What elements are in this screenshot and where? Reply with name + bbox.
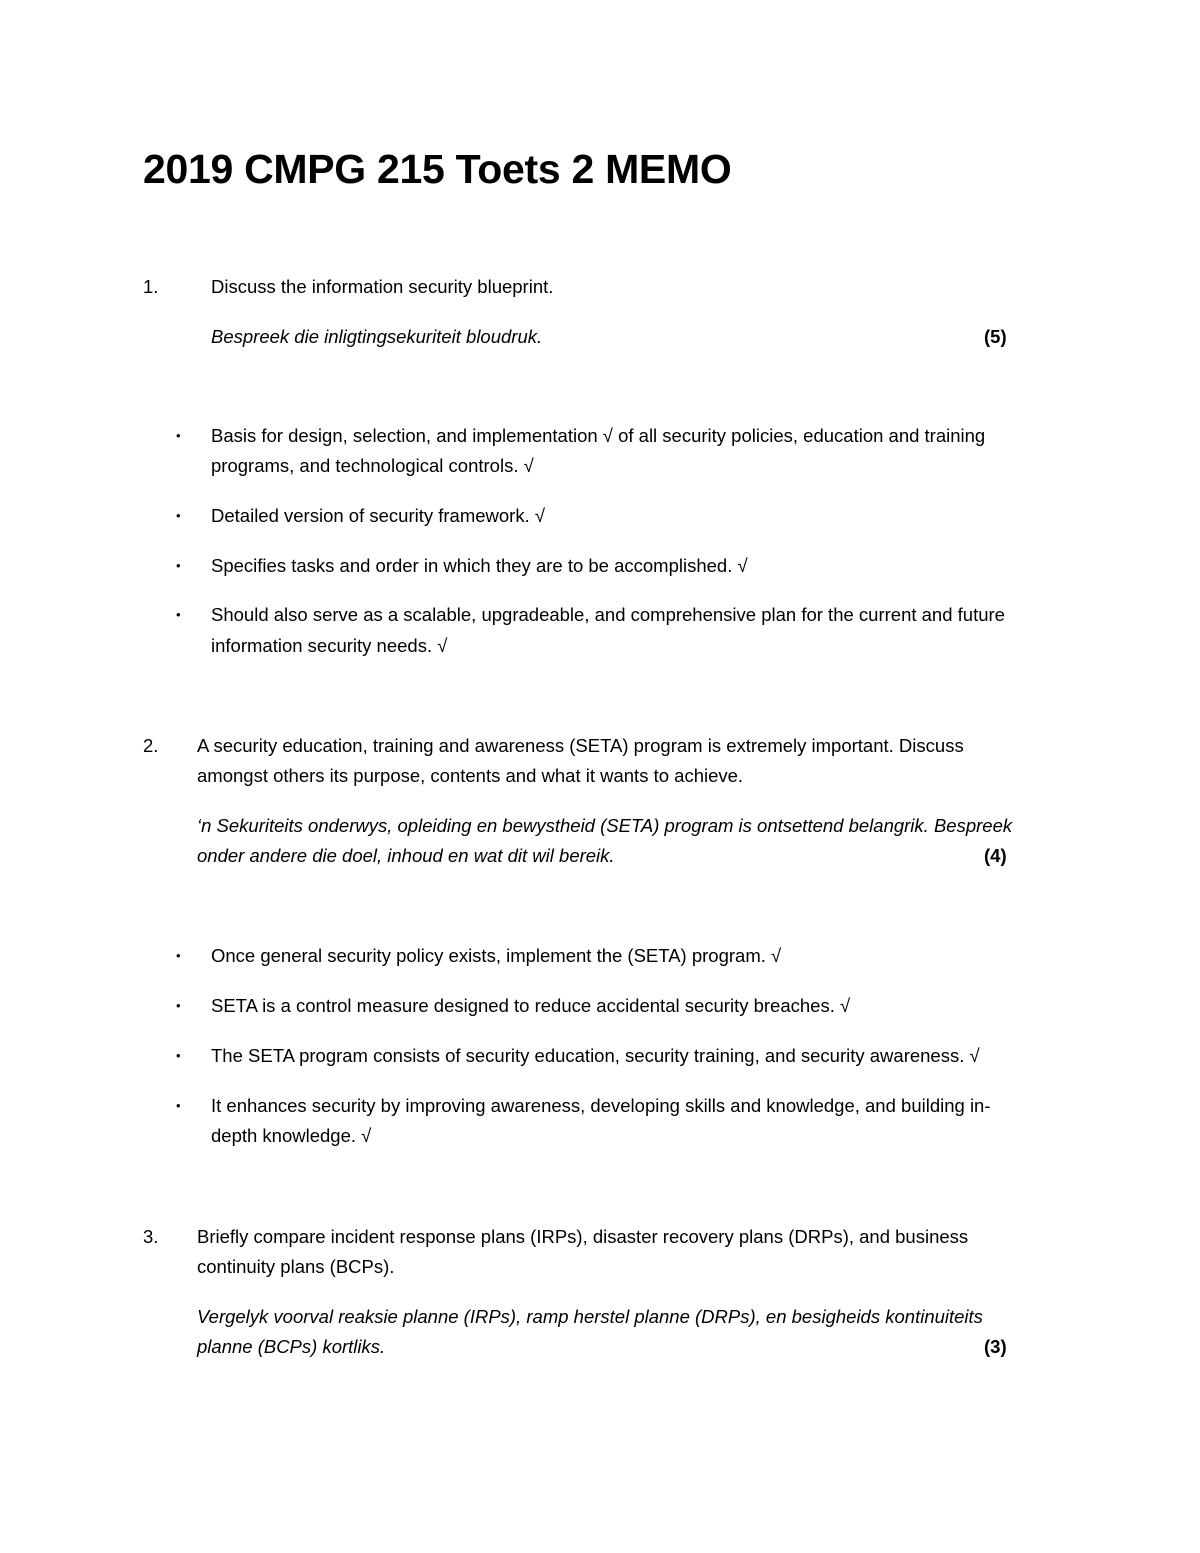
- question-3-number: 3.: [143, 1226, 159, 1247]
- q2-answer-2: SETA is a control measure designed to reduce accidental security breaches. √: [211, 995, 851, 1016]
- q2-answer-1: Once general security policy exists, implement the (SETA) program. √: [211, 945, 782, 966]
- q2-answer-4-line-1: It enhances security by improving awareness, developing skills and knowledge, and building in-: [211, 1095, 991, 1116]
- question-1-number: 1.: [143, 276, 159, 297]
- question-1-afrikaans: Bespreek die inligtingsekuriteit bloudruk.: [211, 326, 543, 347]
- question-1-marks: (5): [984, 326, 1007, 347]
- q2-answer-3: The SETA program consists of security education, security training, and security awareness. √: [211, 1045, 980, 1066]
- bullet-icon: •: [176, 998, 181, 1013]
- q1-answer-1-line-2: programs, and technological controls. √: [211, 455, 534, 476]
- bullet-icon: •: [176, 948, 181, 963]
- q1-answer-4-line-1: Should also serve as a scalable, upgradeable, and comprehensive plan for the current and future: [211, 604, 1005, 625]
- bullet-icon: •: [176, 428, 181, 443]
- bullet-icon: •: [176, 1048, 181, 1063]
- bullet-icon: •: [176, 1098, 181, 1113]
- q1-answer-2: Detailed version of security framework. √: [211, 505, 546, 526]
- q2-answer-4-line-2: depth knowledge. √: [211, 1125, 372, 1146]
- q1-answer-1-line-1: Basis for design, selection, and implementation √ of all security policies, education and training: [211, 425, 986, 446]
- question-3-marks: (3): [984, 1336, 1007, 1357]
- question-2-english-line-2: amongst others its purpose, contents and what it wants to achieve.: [197, 765, 744, 786]
- question-3-english-line-1: Briefly compare incident response plans (IRPs), disaster recovery plans (DRPs), and business: [197, 1226, 969, 1247]
- q1-answer-4-line-2: information security needs. √: [211, 635, 448, 656]
- question-1-english: Discuss the information security blueprint.: [211, 276, 554, 297]
- question-2-english-line-1: A security education, training and awareness (SETA) program is extremely important. Discuss: [197, 735, 964, 756]
- document-title: 2019 CMPG 215 Toets 2 MEMO: [143, 146, 732, 192]
- question-3-afrikaans-line-1: Vergelyk voorval reaksie planne (IRPs), ramp herstel planne (DRPs), en besigheids kontinuiteits: [197, 1306, 983, 1327]
- question-3-afrikaans-line-2: planne (BCPs) kortliks.: [197, 1336, 386, 1357]
- q1-answer-3: Specifies tasks and order in which they are to be accomplished. √: [211, 555, 748, 576]
- question-3-english-line-2: continuity plans (BCPs).: [197, 1256, 395, 1277]
- bullet-icon: •: [176, 508, 181, 523]
- question-2-afrikaans-line-2: onder andere die doel, inhoud en wat dit wil bereik.: [197, 845, 615, 866]
- question-2-afrikaans-line-1: ‘n Sekuriteits onderwys, opleiding en bewystheid (SETA) program is ontsettend belangrik. Bespreek: [197, 815, 1013, 836]
- question-2-marks: (4): [984, 845, 1007, 866]
- question-2-number: 2.: [143, 735, 159, 756]
- bullet-icon: •: [176, 558, 181, 573]
- bullet-icon: •: [176, 607, 181, 622]
